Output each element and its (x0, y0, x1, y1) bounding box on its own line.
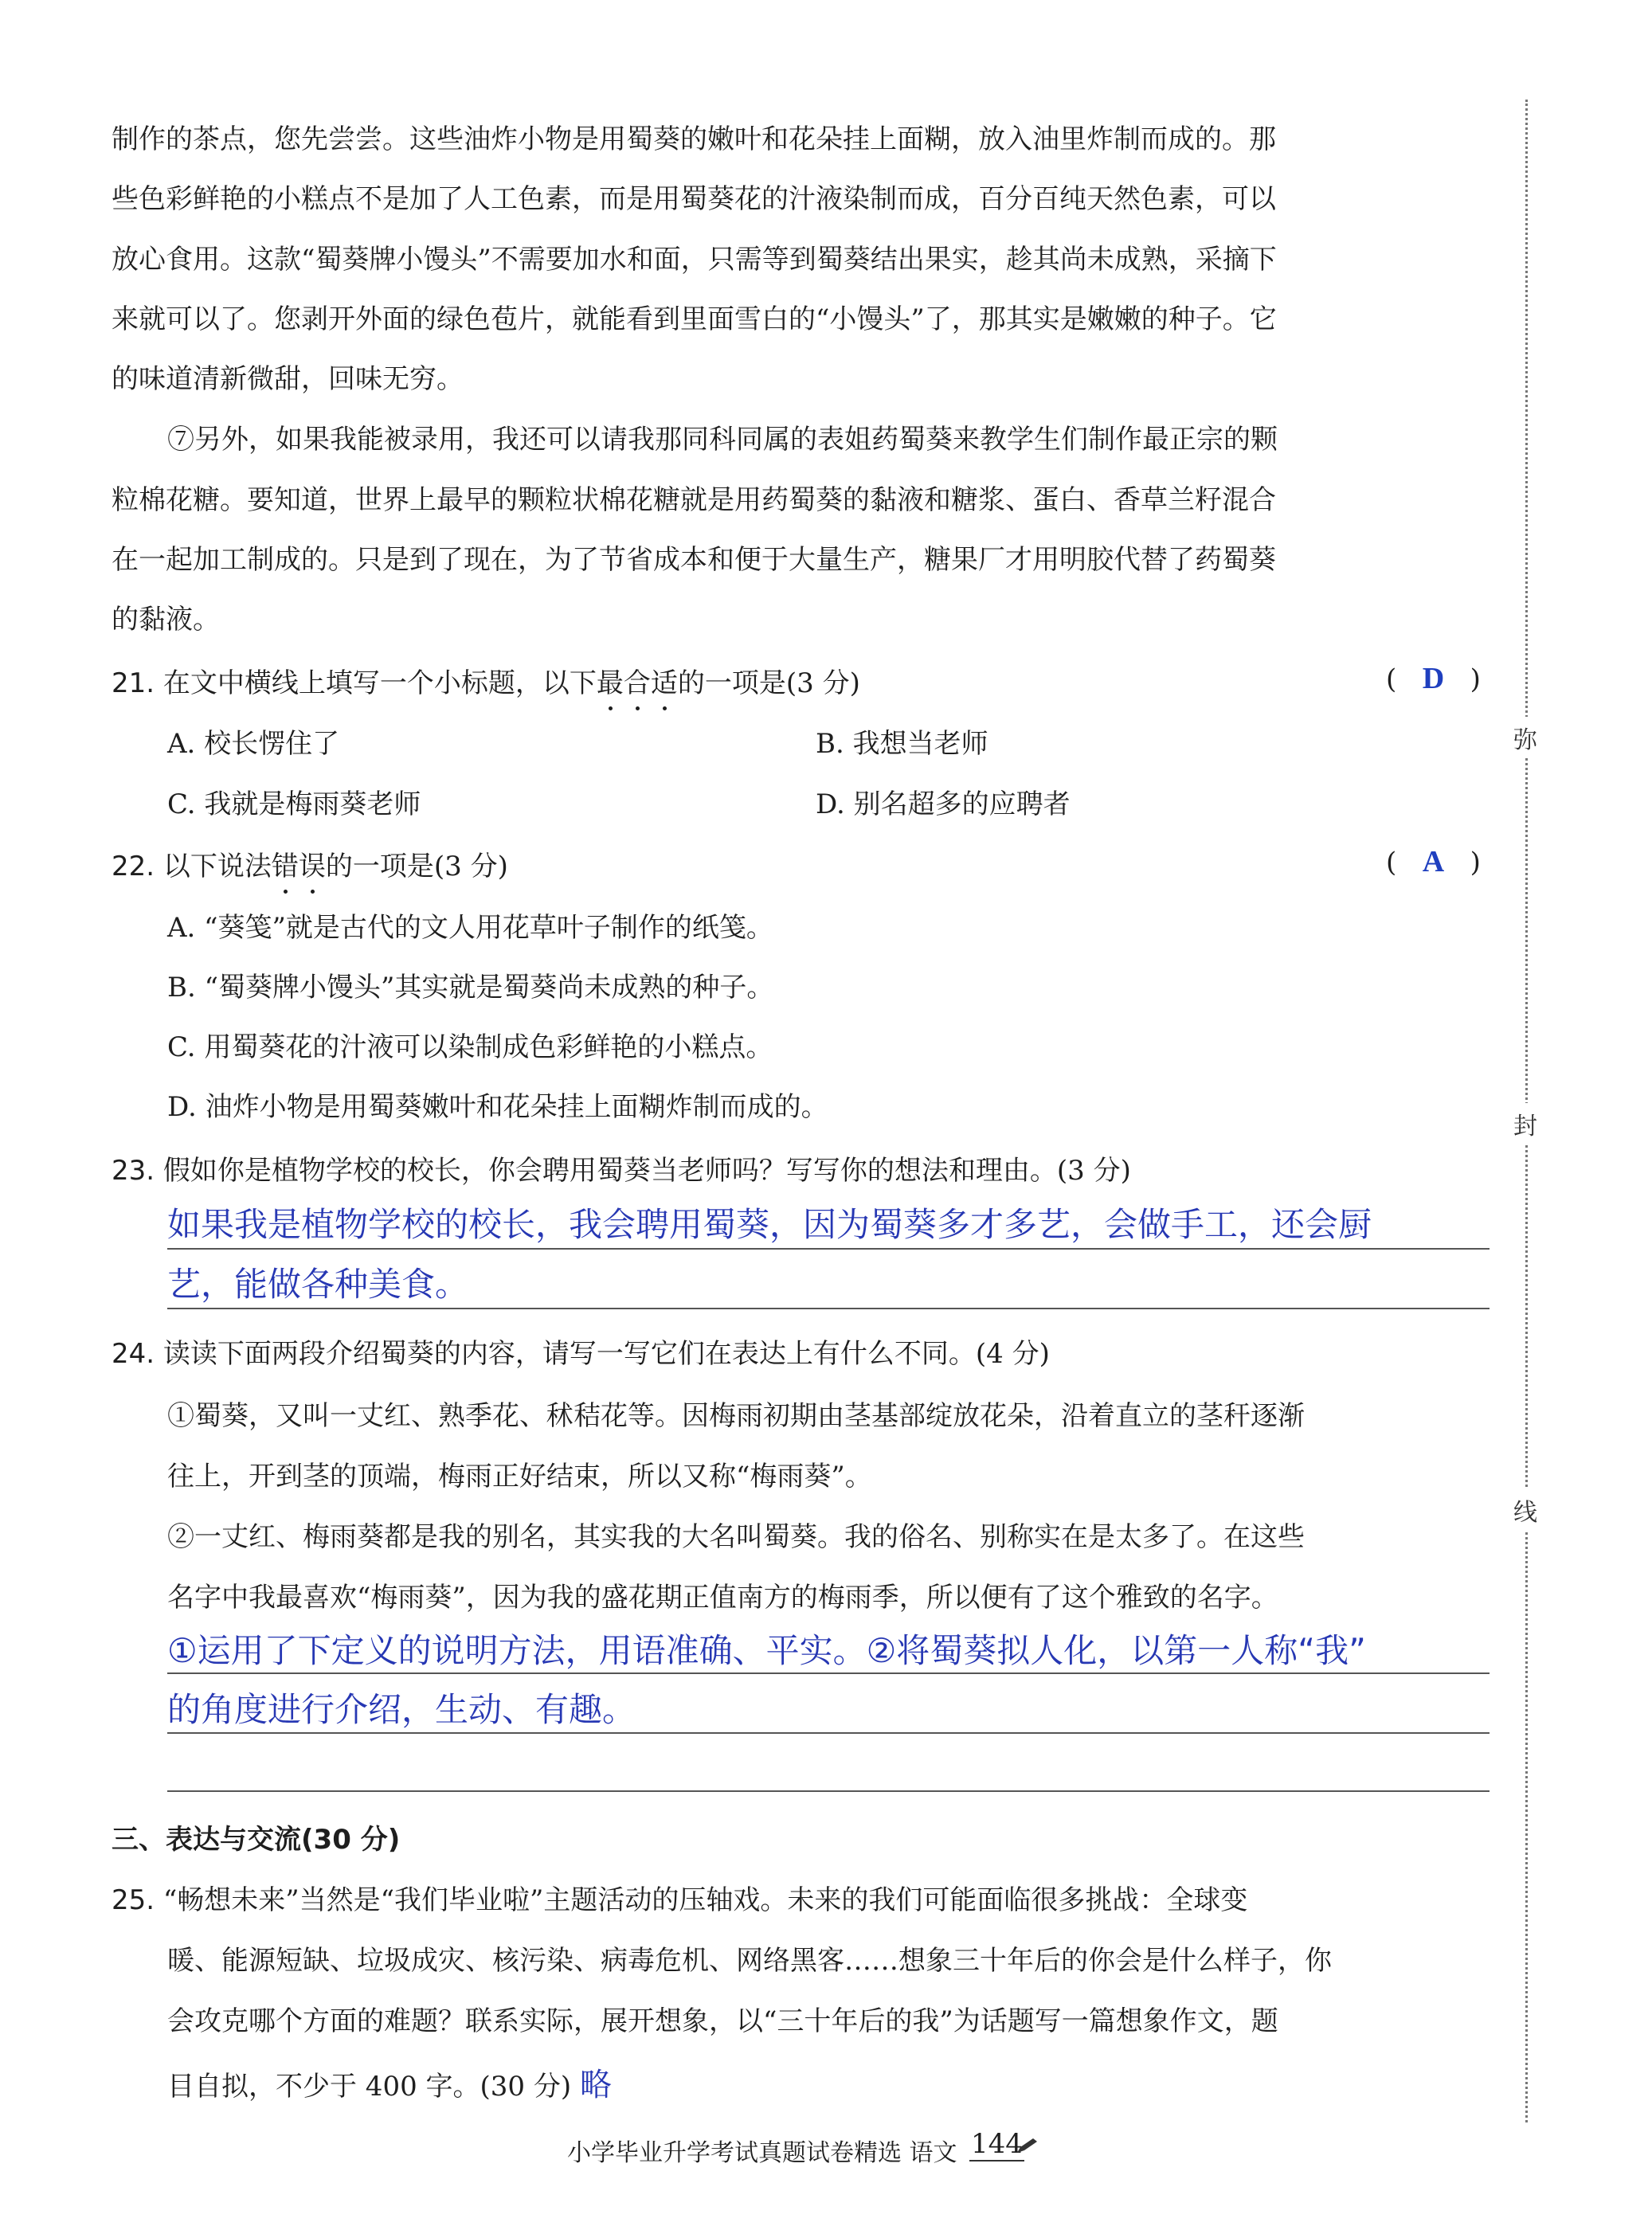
footer-title: 小学毕业升学考试真题试卷精选 语文 (567, 2139, 957, 2167)
passage-line: 些色彩鲜艳的小糕点不是加了人工色素，而是用蜀葵花的汁液染制而成，百分百纯天然色素，可以 (112, 183, 1276, 215)
passage-line: 的黏液。 (112, 604, 220, 636)
option-a: A. 校长愣住了 (167, 728, 340, 760)
question-number: 25. (112, 1884, 155, 1916)
question-24-stem: 24. 读读下面两段介绍蜀葵的内容，请写一写它们在表达上有什么不同。(4 分) (112, 1338, 1050, 1370)
quoted-paragraph: ②一丈红、梅雨葵都是我的别名，其实我的大名叫蜀葵。我的俗名、别称实在是太多了。在这些 (167, 1521, 1305, 1553)
question-text: 目自拟，不少于 400 字。(30 分) 略 (167, 2067, 612, 2103)
answer-rule (167, 1732, 1490, 1734)
quoted-paragraph: 名字中我最喜欢“梅雨葵”，因为我的盛花期正值南方的梅雨季，所以便有了这个雅致的名字。 (167, 1582, 1278, 1614)
margin-char-mi: 弥 (1513, 717, 1537, 758)
question-number: 21. (112, 667, 155, 699)
passage-line: ⑦另外，如果我能被录用，我还可以请我那同科同属的表姐药蜀葵来教学生们制作最正宗的颗 (167, 424, 1278, 456)
answer-bracket-22: ( A ) (1386, 845, 1481, 878)
question-text: 会攻克哪个方面的难题？联系实际，展开想象，以“三十年后的我”为话题写一篇想象作文，题 (167, 2005, 1278, 2037)
option-b: B. “蜀葵牌小馒头”其实就是蜀葵尚未成熟的种子。 (167, 972, 774, 1003)
question-number: 22. (112, 851, 155, 882)
question-23-stem: 23. 假如你是植物学校的校长，你会聘用蜀葵当老师吗？写写你的想法和理由。(3 分) (112, 1155, 1131, 1187)
margin-char-xian: 线 (1513, 1489, 1537, 1531)
quoted-paragraph: ①蜀葵，又叫一丈红、熟季花、秫秸花等。因梅雨初期由茎基部绽放花朵，沿着直立的茎秆逐渐 (167, 1400, 1305, 1432)
passage-line: 的味道清新微甜，回味无穷。 (112, 363, 464, 395)
answer-rule (167, 1248, 1490, 1250)
answer-rule (167, 1308, 1490, 1309)
pencil-icon (1016, 2137, 1039, 2154)
answer-text: 艺，能做各种美食。 (167, 1265, 469, 1304)
option-c: C. 我就是梅雨葵老师 (167, 788, 421, 820)
question-22-stem: 22. 以下说法错误的一项是(3 分) (112, 851, 508, 882)
answer-letter: D (1422, 662, 1445, 695)
passage-line: 放心食用。这款“蜀葵牌小馒头”不需要加水和面，只需等到蜀葵结出果实，趁其尚未成熟，采摘下 (112, 244, 1277, 276)
passage-line: 粒棉花糖。要知道，世界上最早的颗粒状棉花糖就是用药蜀葵的黏液和糖浆、蛋白、香草兰籽混合 (112, 484, 1276, 516)
question-number: 24. (112, 1338, 155, 1370)
question-number: 23. (112, 1155, 155, 1187)
question-25-stem: 25. “畅想未来”当然是“我们毕业啦”主题活动的压轴戏。未来的我们可能面临很多挑战：全球变 (112, 1884, 1248, 1916)
question-text: 暖、能源短缺、垃圾成灾、核污染、病毒危机、网络黑客……想象三十年后的你会是什么样子，你 (167, 1945, 1332, 1977)
answer-bracket-21: ( D ) (1386, 662, 1481, 695)
margin-char-feng: 封 (1513, 1103, 1537, 1144)
passage-line: 制作的茶点，您先尝尝。这些油炸小物是用蜀葵的嫩叶和花朵挂上面糊，放入油里炸制而成的。那 (112, 123, 1276, 155)
option-d: D. 别名超多的应聘者 (816, 788, 1071, 820)
section-heading: 三、表达与交流(30 分) (112, 1824, 401, 1856)
option-b: B. 我想当老师 (816, 728, 988, 760)
quoted-paragraph: 往上，开到茎的顶端，梅雨正好结束，所以又称“梅雨葵”。 (167, 1461, 872, 1492)
answer-rule (167, 1790, 1490, 1792)
option-d: D. 油炸小物是用蜀葵嫩叶和花朵挂上面糊炸制而成的。 (167, 1091, 828, 1123)
answer-text: ①运用了下定义的说明方法，用语准确、平实。②将蜀葵拟人化，以第一人称“我” (167, 1631, 1366, 1670)
option-c: C. 用蜀葵花的汁液可以染制成色彩鲜艳的小糕点。 (167, 1031, 773, 1063)
option-a: A. “葵笺”就是古代的文人用花草叶子制作的纸笺。 (167, 912, 773, 944)
answer-rule (167, 1672, 1490, 1674)
answer-text: 如果我是植物学校的校长，我会聘用蜀葵，因为蜀葵多才多艺，会做手工，还会厨 (167, 1205, 1372, 1244)
page-number: 144 (971, 2128, 1023, 2160)
passage-line: 来就可以了。您剥开外面的绿色苞片，就能看到里面雪白的“小馒头”了，那其实是嫩嫩的种子。它 (112, 303, 1277, 335)
answer-text: 略 (579, 2067, 612, 2103)
answer-letter: A (1422, 845, 1445, 878)
answer-text: 的角度进行介绍，生动、有趣。 (167, 1690, 636, 1729)
passage-line: 在一起加工制成的。只是到了现在，为了节省成本和便于大量生产，糖果厂才用明胶代替了药蜀葵 (112, 544, 1276, 576)
question-21-stem: 21. 在文中横线上填写一个小标题，以下最合适的一项是(3 分) (112, 667, 860, 699)
